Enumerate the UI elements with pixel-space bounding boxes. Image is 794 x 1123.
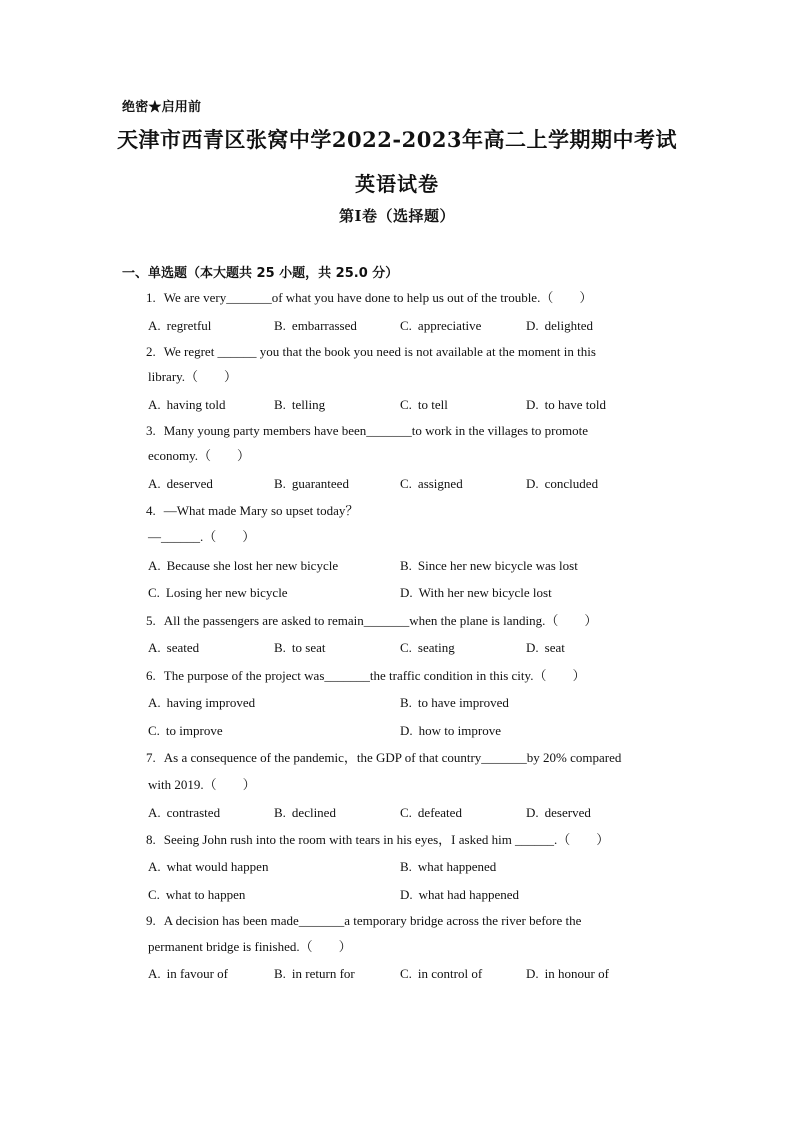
option-d[interactable]: D. delighted: [526, 318, 594, 333]
option-b[interactable]: B. guaranteed: [274, 476, 349, 491]
question-text: —What made Mary so upset today？: [163, 503, 359, 518]
question-number: 1.: [146, 290, 156, 305]
question-text: We regret ______ you that the book you need is not available at the moment in this: [163, 344, 596, 359]
option-a[interactable]: A. seated: [148, 640, 200, 655]
question-8: [146, 831, 609, 849]
question-text: Many young party members have been_______to work in the villages to promote: [163, 423, 588, 438]
question-number: 5.: [146, 613, 156, 628]
option-b[interactable]: B. what happened: [400, 859, 497, 874]
option-c[interactable]: C. seating: [400, 640, 455, 655]
option-d[interactable]: D. to have told: [526, 397, 607, 412]
question-number: 4.: [146, 503, 156, 518]
option-d[interactable]: D. in honour of: [526, 966, 609, 981]
option-b[interactable]: B. in return for: [274, 966, 355, 981]
option-d[interactable]: D. how to improve: [400, 723, 501, 738]
question-text-continued: with 2019.（ ）: [148, 777, 256, 792]
question-text: We are very_______of what you have done to help us out of the trouble.（ ）: [163, 290, 593, 305]
question-number: 3.: [146, 423, 156, 438]
question-number: 7.: [146, 750, 156, 765]
option-d[interactable]: D. seat: [526, 640, 565, 655]
question-4: [146, 502, 358, 520]
option-d[interactable]: D. deserved: [526, 805, 591, 820]
question-text: A decision has been made_______a temporary bridge across the river before the: [163, 913, 582, 928]
question-text-continued: economy.（ ）: [148, 448, 251, 463]
option-a[interactable]: A. having told: [148, 397, 226, 412]
confidential-mark: 绝密★启用前: [122, 100, 202, 115]
question-text: Seeing John rush into the room with tears in his eyes，I asked him ______.（ ）: [163, 832, 610, 847]
option-a[interactable]: A. in favour of: [148, 966, 229, 981]
part-title: 第I卷（选择题）: [338, 207, 456, 225]
question-text: All the passengers are asked to remain_______when the plane is landing.（ ）: [163, 613, 598, 628]
option-a[interactable]: A. contrasted: [148, 805, 221, 820]
option-c[interactable]: C. assigned: [400, 476, 463, 491]
option-d[interactable]: D. concluded: [526, 476, 599, 491]
question-number: 8.: [146, 832, 156, 847]
question-1: [146, 289, 592, 307]
exam-title: 天津市西青区张窝中学2022-2023年高二上学期期中考试: [116, 127, 678, 152]
question-3: [146, 422, 588, 440]
option-b[interactable]: B. embarrassed: [274, 318, 357, 333]
option-c[interactable]: C. to improve: [148, 723, 223, 738]
option-c[interactable]: C. Losing her new bicycle: [148, 585, 288, 600]
option-b[interactable]: B. to have improved: [400, 695, 509, 710]
section-title: 一、单选题（本大题共 25 小题，共 25.0 分）: [122, 266, 399, 281]
question-2: [146, 343, 596, 361]
option-b[interactable]: B. to seat: [274, 640, 326, 655]
question-6: [146, 667, 585, 685]
option-d[interactable]: D. what had happened: [400, 887, 519, 902]
option-b[interactable]: B. declined: [274, 805, 336, 820]
option-c[interactable]: C. what to happen: [148, 887, 246, 902]
option-a[interactable]: A. Because she lost her new bicycle: [148, 558, 339, 573]
question-text-continued: —______.（ ）: [148, 529, 256, 544]
exam-subtitle: 英语试卷: [355, 172, 439, 196]
question-text: The purpose of the project was_______the traffic condition in this city.（ ）: [163, 668, 586, 683]
option-b[interactable]: B. Since her new bicycle was lost: [400, 558, 578, 573]
question-text: As a consequence of the pandemic，the GDP of that country_______by 20% compared: [163, 750, 622, 765]
option-d[interactable]: D. With her new bicycle lost: [400, 585, 552, 600]
option-c[interactable]: C. in control of: [400, 966, 483, 981]
option-a[interactable]: A. regretful: [148, 318, 212, 333]
question-number: 2.: [146, 344, 156, 359]
option-b[interactable]: B. telling: [274, 397, 326, 412]
question-5: [146, 612, 597, 630]
question-number: 6.: [146, 668, 156, 683]
question-7: [146, 749, 621, 767]
option-a[interactable]: A. having improved: [148, 695, 256, 710]
question-number: 9.: [146, 913, 156, 928]
option-a[interactable]: A. deserved: [148, 476, 213, 491]
question-9: [146, 912, 581, 930]
option-c[interactable]: C. to tell: [400, 397, 448, 412]
option-c[interactable]: C. defeated: [400, 805, 462, 820]
question-text-continued: library.（ ）: [148, 369, 238, 384]
option-a[interactable]: A. what would happen: [148, 859, 269, 874]
option-c[interactable]: C. appreciative: [400, 318, 482, 333]
question-text-continued: permanent bridge is finished.（ ）: [148, 939, 352, 954]
